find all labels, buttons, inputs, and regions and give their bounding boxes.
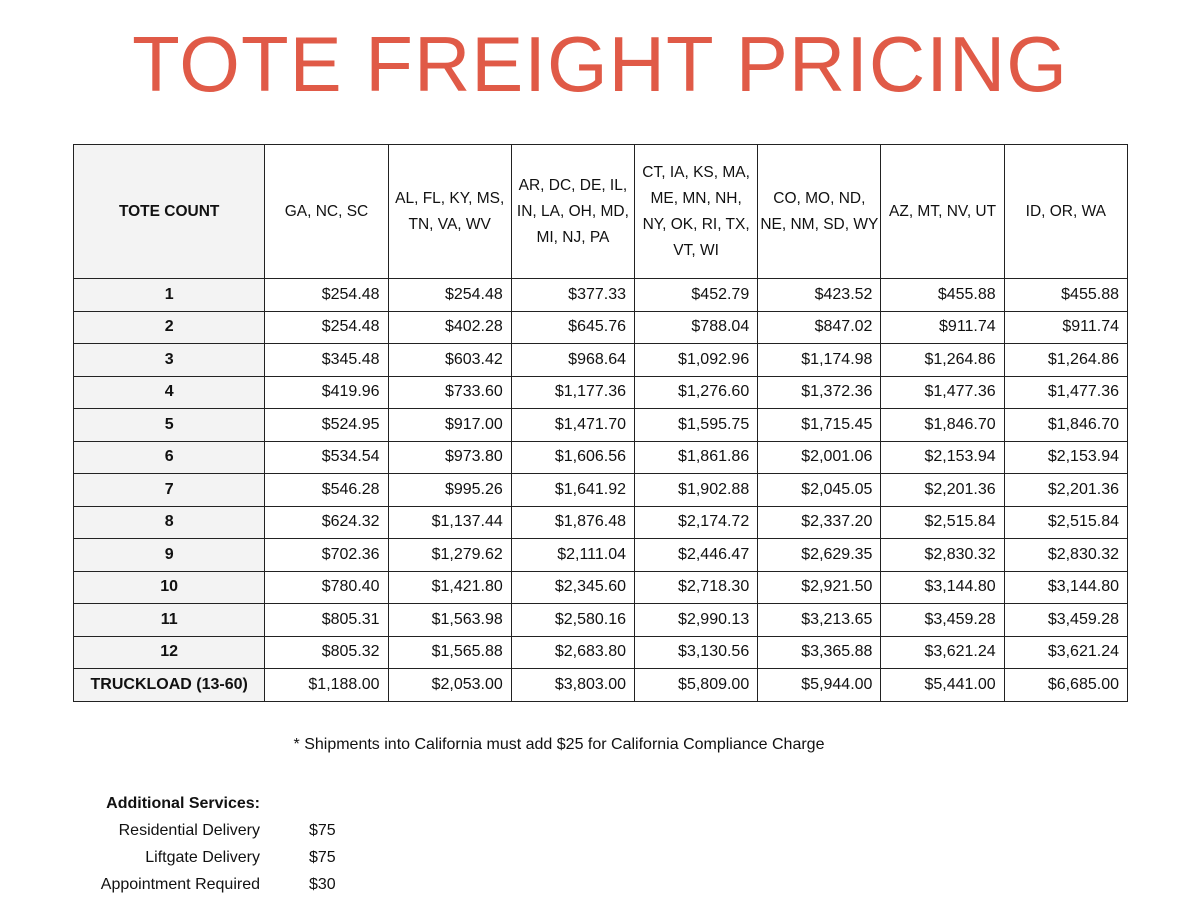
service-row	[60, 871, 336, 898]
tote-count-cell: 10	[74, 571, 265, 604]
price-cell: $1,861.86	[635, 441, 758, 474]
price-cell: $1,092.96	[635, 344, 758, 377]
price-cell: $2,683.80	[511, 636, 634, 669]
price-cell: $733.60	[388, 376, 511, 409]
price-cell: $1,188.00	[265, 669, 388, 702]
tote-count-cell: 5	[74, 409, 265, 442]
table-row	[74, 376, 1128, 409]
tote-count-cell: 8	[74, 506, 265, 539]
price-cell: $1,846.70	[1004, 409, 1127, 442]
price-cell: $3,621.24	[881, 636, 1004, 669]
service-price: $75	[309, 849, 336, 866]
price-cell: $911.74	[1004, 311, 1127, 344]
price-cell: $6,685.00	[1004, 669, 1127, 702]
services-heading: Additional Services:	[106, 795, 260, 812]
price-cell: $3,144.80	[1004, 571, 1127, 604]
price-cell: $254.48	[265, 311, 388, 344]
price-cell: $1,606.56	[511, 441, 634, 474]
price-cell: $2,201.36	[1004, 474, 1127, 507]
price-cell: $1,264.86	[881, 344, 1004, 377]
price-cell: $2,629.35	[758, 539, 881, 572]
price-cell: $1,279.62	[388, 539, 511, 572]
price-cell: $455.88	[881, 279, 1004, 312]
price-cell: $1,565.88	[388, 636, 511, 669]
price-cell: $2,153.94	[881, 441, 1004, 474]
price-cell: $5,809.00	[635, 669, 758, 702]
price-cell: $2,990.13	[635, 604, 758, 637]
price-cell: $1,174.98	[758, 344, 881, 377]
column-header-region: CT, IA, KS, MA, ME, MN, NH, NY, OK, RI, TX, VT, WI	[635, 145, 758, 279]
price-cell: $2,345.60	[511, 571, 634, 604]
price-cell: $968.64	[511, 344, 634, 377]
additional-services	[60, 790, 336, 898]
service-price: $30	[309, 876, 336, 893]
price-cell: $534.54	[265, 441, 388, 474]
service-row	[60, 817, 336, 844]
price-cell: $805.32	[265, 636, 388, 669]
header-row	[74, 145, 1128, 279]
pricing-table	[73, 144, 1128, 702]
price-cell: $780.40	[265, 571, 388, 604]
tote-count-cell: 2	[74, 311, 265, 344]
price-cell: $603.42	[388, 344, 511, 377]
tote-count-cell: 7	[74, 474, 265, 507]
tote-count-cell: TRUCKLOAD (13-60)	[74, 669, 265, 702]
price-cell: $254.48	[265, 279, 388, 312]
price-cell: $2,337.20	[758, 506, 881, 539]
table-row	[74, 571, 1128, 604]
price-cell: $1,595.75	[635, 409, 758, 442]
price-cell: $2,174.72	[635, 506, 758, 539]
price-cell: $3,213.65	[758, 604, 881, 637]
price-cell: $455.88	[1004, 279, 1127, 312]
table-row	[74, 636, 1128, 669]
table-row	[74, 311, 1128, 344]
price-cell: $624.32	[265, 506, 388, 539]
column-header-tote-count: TOTE COUNT	[74, 145, 265, 279]
price-cell: $973.80	[388, 441, 511, 474]
price-cell: $911.74	[881, 311, 1004, 344]
price-cell: $2,001.06	[758, 441, 881, 474]
table-row	[74, 539, 1128, 572]
table-row	[74, 669, 1128, 702]
column-header-region: ID, OR, WA	[1004, 145, 1127, 279]
price-cell: $805.31	[265, 604, 388, 637]
price-cell: $788.04	[635, 311, 758, 344]
tote-count-cell: 9	[74, 539, 265, 572]
column-header-region: CO, MO, ND, NE, NM, SD, WY	[758, 145, 881, 279]
price-cell: $3,130.56	[635, 636, 758, 669]
price-cell: $3,803.00	[511, 669, 634, 702]
tote-count-cell: 1	[74, 279, 265, 312]
price-cell: $995.26	[388, 474, 511, 507]
tote-count-cell: 3	[74, 344, 265, 377]
price-cell: $2,201.36	[881, 474, 1004, 507]
price-cell: $1,372.36	[758, 376, 881, 409]
tote-count-cell: 11	[74, 604, 265, 637]
price-cell: $1,276.60	[635, 376, 758, 409]
price-cell: $2,921.50	[758, 571, 881, 604]
price-cell: $419.96	[265, 376, 388, 409]
price-cell: $423.52	[758, 279, 881, 312]
price-cell: $2,830.32	[1004, 539, 1127, 572]
table-body	[74, 279, 1128, 702]
price-cell: $917.00	[388, 409, 511, 442]
table-row	[74, 604, 1128, 637]
price-cell: $3,459.28	[881, 604, 1004, 637]
table-row	[74, 344, 1128, 377]
price-cell: $2,830.32	[881, 539, 1004, 572]
table-row	[74, 279, 1128, 312]
price-cell: $2,446.47	[635, 539, 758, 572]
price-cell: $2,718.30	[635, 571, 758, 604]
price-cell: $2,580.16	[511, 604, 634, 637]
tote-count-cell: 12	[74, 636, 265, 669]
page-title: TOTE FREIGHT PRICING	[132, 20, 1068, 108]
price-cell: $5,944.00	[758, 669, 881, 702]
table-row	[74, 409, 1128, 442]
price-cell: $1,846.70	[881, 409, 1004, 442]
price-cell: $2,053.00	[388, 669, 511, 702]
price-cell: $2,515.84	[881, 506, 1004, 539]
price-cell: $1,264.86	[1004, 344, 1127, 377]
price-cell: $1,421.80	[388, 571, 511, 604]
price-cell: $1,902.88	[635, 474, 758, 507]
price-cell: $3,459.28	[1004, 604, 1127, 637]
table-row	[74, 441, 1128, 474]
price-cell: $1,477.36	[1004, 376, 1127, 409]
price-cell: $345.48	[265, 344, 388, 377]
service-row	[60, 844, 336, 871]
price-cell: $524.95	[265, 409, 388, 442]
california-footnote: * Shipments into California must add $25 for California Compliance Charge	[293, 736, 825, 753]
price-cell: $1,563.98	[388, 604, 511, 637]
price-cell: $1,177.36	[511, 376, 634, 409]
price-cell: $452.79	[635, 279, 758, 312]
column-header-region: AR, DC, DE, IL, IN, LA, OH, MD, MI, NJ, PA	[511, 145, 634, 279]
price-cell: $3,144.80	[881, 571, 1004, 604]
price-cell: $1,715.45	[758, 409, 881, 442]
price-cell: $2,111.04	[511, 539, 634, 572]
column-header-region: AZ, MT, NV, UT	[881, 145, 1004, 279]
price-cell: $5,441.00	[881, 669, 1004, 702]
price-cell: $1,876.48	[511, 506, 634, 539]
price-cell: $3,365.88	[758, 636, 881, 669]
service-label: Appointment Required	[100, 876, 260, 893]
column-header-region: AL, FL, KY, MS, TN, VA, WV	[388, 145, 511, 279]
price-cell: $2,153.94	[1004, 441, 1127, 474]
price-cell: $377.33	[511, 279, 634, 312]
price-cell: $546.28	[265, 474, 388, 507]
price-cell: $254.48	[388, 279, 511, 312]
service-label: Residential Delivery	[118, 822, 260, 839]
table-row	[74, 474, 1128, 507]
service-label: Liftgate Delivery	[145, 849, 260, 866]
price-cell: $1,137.44	[388, 506, 511, 539]
price-cell: $645.76	[511, 311, 634, 344]
service-price: $75	[309, 822, 336, 839]
price-cell: $1,477.36	[881, 376, 1004, 409]
price-cell: $702.36	[265, 539, 388, 572]
price-cell: $2,045.05	[758, 474, 881, 507]
price-cell: $3,621.24	[1004, 636, 1127, 669]
column-header-region: GA, NC, SC	[265, 145, 388, 279]
table-row	[74, 506, 1128, 539]
price-cell: $1,641.92	[511, 474, 634, 507]
price-cell: $1,471.70	[511, 409, 634, 442]
tote-count-cell: 4	[74, 376, 265, 409]
price-cell: $2,515.84	[1004, 506, 1127, 539]
tote-count-cell: 6	[74, 441, 265, 474]
price-cell: $847.02	[758, 311, 881, 344]
price-cell: $402.28	[388, 311, 511, 344]
